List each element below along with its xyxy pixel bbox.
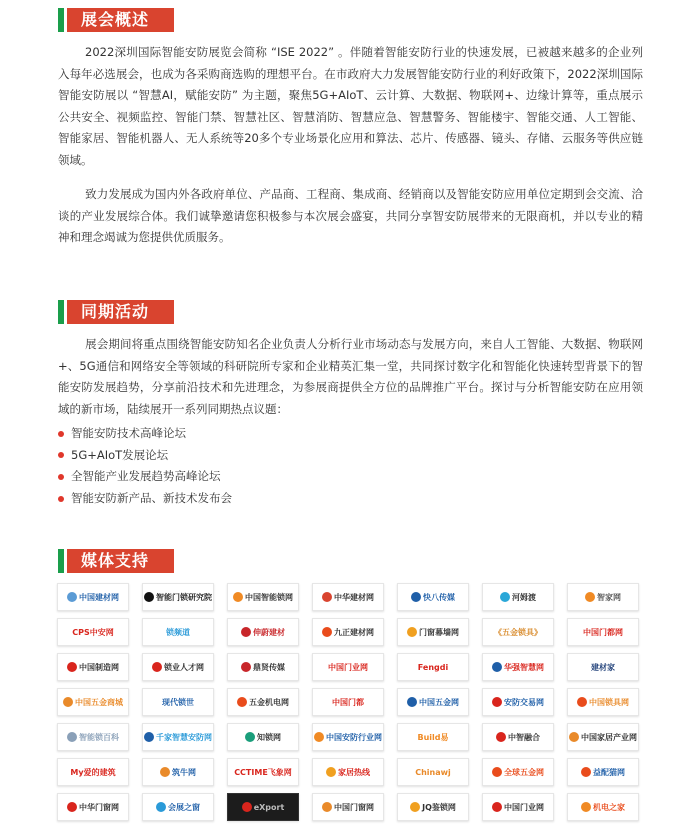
media-logo[interactable] [397, 723, 469, 751]
logo-mark-icon [322, 592, 332, 602]
logo-text: 中华门窗网 [79, 802, 119, 812]
logo-mark-icon [407, 627, 417, 637]
logo-text: 中华建材网 [334, 592, 374, 602]
logo-text: 全球五金网 [504, 767, 544, 777]
logo-text: 机电之家 [593, 802, 625, 812]
media-logo[interactable] [312, 618, 384, 646]
logo-text: 锁频道 [166, 627, 190, 637]
media-logo[interactable] [567, 758, 639, 786]
logo-text: 中国锁具网 [589, 697, 629, 707]
media-logo[interactable] [57, 583, 129, 611]
media-logo[interactable] [397, 653, 469, 681]
logo-mark-icon [67, 802, 77, 812]
logo-text: 中智融合 [508, 732, 540, 742]
logo-text: My爱的建筑 [70, 767, 116, 777]
list-item: 5G+AIoT发展论坛 [58, 445, 232, 467]
media-logo[interactable] [312, 688, 384, 716]
section-title: 展会概述 [67, 8, 174, 32]
media-logo[interactable] [312, 583, 384, 611]
media-logo[interactable] [142, 793, 214, 821]
logo-mark-icon [67, 662, 77, 672]
logo-mark-icon [152, 662, 162, 672]
header-accent-bar [58, 300, 64, 324]
logo-text: eXport [253, 802, 285, 812]
logo-mark-icon [577, 697, 587, 707]
logo-text: 智能门锁研究院 [156, 592, 212, 602]
media-logo[interactable] [482, 653, 554, 681]
logo-text: 中国五金网 [419, 697, 459, 707]
logo-text: 智能锁百科 [79, 732, 119, 742]
section-header-media [58, 549, 174, 573]
media-logo[interactable] [57, 618, 129, 646]
logo-mark-icon [492, 767, 502, 777]
logo-mark-icon [326, 767, 336, 777]
logo-mark-icon [500, 592, 510, 602]
overview-paragraph-2: 致力发展成为国内外各政府单位、产品商、工程商、集成商、经销商以及智能安防应用单位定期到会交流、洽谈的产业发展综合体。我们诚挚邀请您积极参与本次展会盛宴，共同分享智安防展带来的无限商机，并以专业的精神和理念竭诚为您提供优质服务。 [58, 187, 643, 245]
logo-text: 中国门都网 [583, 627, 623, 637]
logo-text: Fengdi [417, 662, 449, 672]
header-accent-bar [58, 549, 64, 573]
bullet-dot-icon [58, 474, 64, 480]
media-logo[interactable] [482, 618, 554, 646]
logo-text: 建材家 [591, 662, 615, 672]
media-logo[interactable] [312, 793, 384, 821]
logo-text: 智家网 [597, 592, 621, 602]
logo-mark-icon [492, 697, 502, 707]
media-logo[interactable] [227, 583, 299, 611]
logo-text: 《五金锁具》 [494, 627, 542, 637]
logo-text: 中国门业网 [504, 802, 544, 812]
logo-mark-icon [314, 732, 324, 742]
logo-text: 门窗幕墙网 [419, 627, 459, 637]
media-logo[interactable] [142, 723, 214, 751]
logo-text: 中国门窗网 [334, 802, 374, 812]
media-logo[interactable] [482, 758, 554, 786]
media-logo[interactable] [142, 653, 214, 681]
logo-mark-icon [242, 802, 252, 812]
media-logo[interactable] [397, 583, 469, 611]
section-title: 媒体支持 [67, 549, 174, 573]
media-logo[interactable] [57, 723, 129, 751]
logo-mark-icon [67, 732, 77, 742]
media-logo[interactable] [142, 758, 214, 786]
bullet-dot-icon [58, 452, 64, 458]
media-logo[interactable] [567, 793, 639, 821]
logo-text: 筑牛网 [172, 767, 196, 777]
events-bullet-list [58, 423, 232, 509]
media-logo[interactable] [227, 653, 299, 681]
logo-text: 中国制造网 [79, 662, 119, 672]
media-logo[interactable] [142, 583, 214, 611]
media-logo[interactable] [227, 793, 299, 821]
events-paragraph: 展会期间将重点围绕智能安防知名企业负责人分析行业市场动态与发展方向，来自人工智能、大数据、物联网+、5G通信和网络安全等领域的科研院所专家和企业精英汇集一堂，共同探讨数字化和智能化快速转型背景下的智能安防发展趋势，分享前沿技术和先进理念，为参展商提供全方位的品牌推广平台。探讨与分析智能安防在应用领域的新市场，陆续展开一系列同期热点议题： [58, 337, 643, 416]
section-header-events [58, 300, 174, 324]
logo-text: 河姆渡 [512, 592, 536, 602]
media-logo[interactable] [142, 688, 214, 716]
media-logo[interactable] [312, 653, 384, 681]
logo-mark-icon [241, 627, 251, 637]
media-logo[interactable] [482, 688, 554, 716]
logo-mark-icon [492, 802, 502, 812]
logo-mark-icon [144, 592, 154, 602]
section-title: 同期活动 [67, 300, 174, 324]
logo-mark-icon [144, 732, 154, 742]
logo-mark-icon [407, 697, 417, 707]
media-logo[interactable] [227, 758, 299, 786]
logo-mark-icon [410, 802, 420, 812]
logo-mark-icon [241, 662, 251, 672]
logo-mark-icon [581, 767, 591, 777]
logo-text: CPS中安网 [72, 627, 114, 637]
list-item: 智能安防新产品、新技术发布会 [58, 488, 232, 510]
logo-text: 九正建材网 [334, 627, 374, 637]
overview-paragraph-1: 2022深圳国际智能安防展览会简称 “ISE 2022” 。伴随着智能安防行业的快速发展，已被越来越多的企业列入每年必选展会，也成为各采购商选购的理想平台。在市政府大力发展智能安防行业的利好政策下，2022深圳国际智能安防展以 “智慧AI，赋能安防” 为主题，聚焦5G+AIoT、云计算、大数据、物联网+、边缘计算等，重点展示公共安全、视频监控、智能门禁、智慧社区、智慧消防、智慧应急、智慧警务、智能楼宇、智能交通、人工智能、智能家居、智能机器人、无人系统等20多个专业场景化应用和算法、芯片、传感器、镜头、存储、云服务等供应链领域。 [58, 45, 643, 167]
media-logo[interactable] [397, 688, 469, 716]
media-logo[interactable] [57, 793, 129, 821]
logo-text: 快八传媒 [423, 592, 455, 602]
media-logo[interactable] [57, 758, 129, 786]
logo-text: 中国五金商城 [75, 697, 123, 707]
logo-text: 中国家居产业网 [581, 732, 637, 742]
logo-text: 安防交易网 [504, 697, 544, 707]
logo-mark-icon [245, 732, 255, 742]
media-logo[interactable] [567, 618, 639, 646]
logo-mark-icon [63, 697, 73, 707]
logo-text: Build易 [417, 732, 449, 742]
media-logo[interactable] [227, 688, 299, 716]
logo-text: JQ鉴锁网 [422, 802, 456, 812]
logo-text: 五金机电网 [249, 697, 289, 707]
media-logo[interactable] [57, 688, 129, 716]
logo-text: 中国门业网 [328, 662, 368, 672]
media-logo[interactable] [482, 723, 554, 751]
media-logo[interactable] [57, 653, 129, 681]
logo-mark-icon [569, 732, 579, 742]
logo-mark-icon [67, 592, 77, 602]
header-accent-bar [58, 8, 64, 32]
logo-text: 鼎贤传媒 [253, 662, 285, 672]
logo-text: 会展之窗 [168, 802, 200, 812]
logo-text: 家居热线 [338, 767, 370, 777]
logo-mark-icon [160, 767, 170, 777]
logo-mark-icon [581, 802, 591, 812]
list-item: 全智能产业发展趋势高峰论坛 [58, 466, 232, 488]
logo-mark-icon [237, 697, 247, 707]
section-header-overview [58, 8, 174, 32]
logo-text: 华强智慧网 [504, 662, 544, 672]
logo-mark-icon [156, 802, 166, 812]
media-logo[interactable] [397, 618, 469, 646]
logo-mark-icon [492, 662, 502, 672]
logo-text: 知锁网 [257, 732, 281, 742]
bullet-dot-icon [58, 431, 64, 437]
logo-text: 中国建材网 [79, 592, 119, 602]
logo-mark-icon [322, 802, 332, 812]
logo-text: CCTIME飞象网 [234, 767, 292, 777]
logo-text: 千家智慧安防网 [156, 732, 212, 742]
logo-text: 益配猫网 [593, 767, 625, 777]
logo-mark-icon [496, 732, 506, 742]
logo-text: 中国门都 [332, 697, 364, 707]
logo-mark-icon [411, 592, 421, 602]
media-logo[interactable] [482, 793, 554, 821]
list-item: 智能安防技术高峰论坛 [58, 423, 232, 445]
media-logo[interactable] [567, 583, 639, 611]
logo-text: 锁业人才网 [164, 662, 204, 672]
media-logo[interactable] [397, 758, 469, 786]
bullet-dot-icon [58, 496, 64, 502]
logo-text: Chinawj [415, 767, 451, 777]
media-logo[interactable] [312, 723, 384, 751]
logo-mark-icon [585, 592, 595, 602]
media-logo[interactable] [567, 688, 639, 716]
media-logo[interactable] [397, 793, 469, 821]
logo-text: 伸蔚建材 [253, 627, 285, 637]
media-logo[interactable] [567, 723, 639, 751]
media-logo[interactable] [227, 618, 299, 646]
media-logo[interactable] [142, 618, 214, 646]
logo-text: 中国安防行业网 [326, 732, 382, 742]
media-logo[interactable] [567, 653, 639, 681]
media-logo[interactable] [312, 758, 384, 786]
logo-text: 现代锁世 [162, 697, 194, 707]
logo-mark-icon [233, 592, 243, 602]
media-logo[interactable] [482, 583, 554, 611]
logo-mark-icon [322, 627, 332, 637]
logo-text: 中国智能锁网 [245, 592, 293, 602]
media-logo-grid [57, 583, 639, 821]
media-logo[interactable] [227, 723, 299, 751]
